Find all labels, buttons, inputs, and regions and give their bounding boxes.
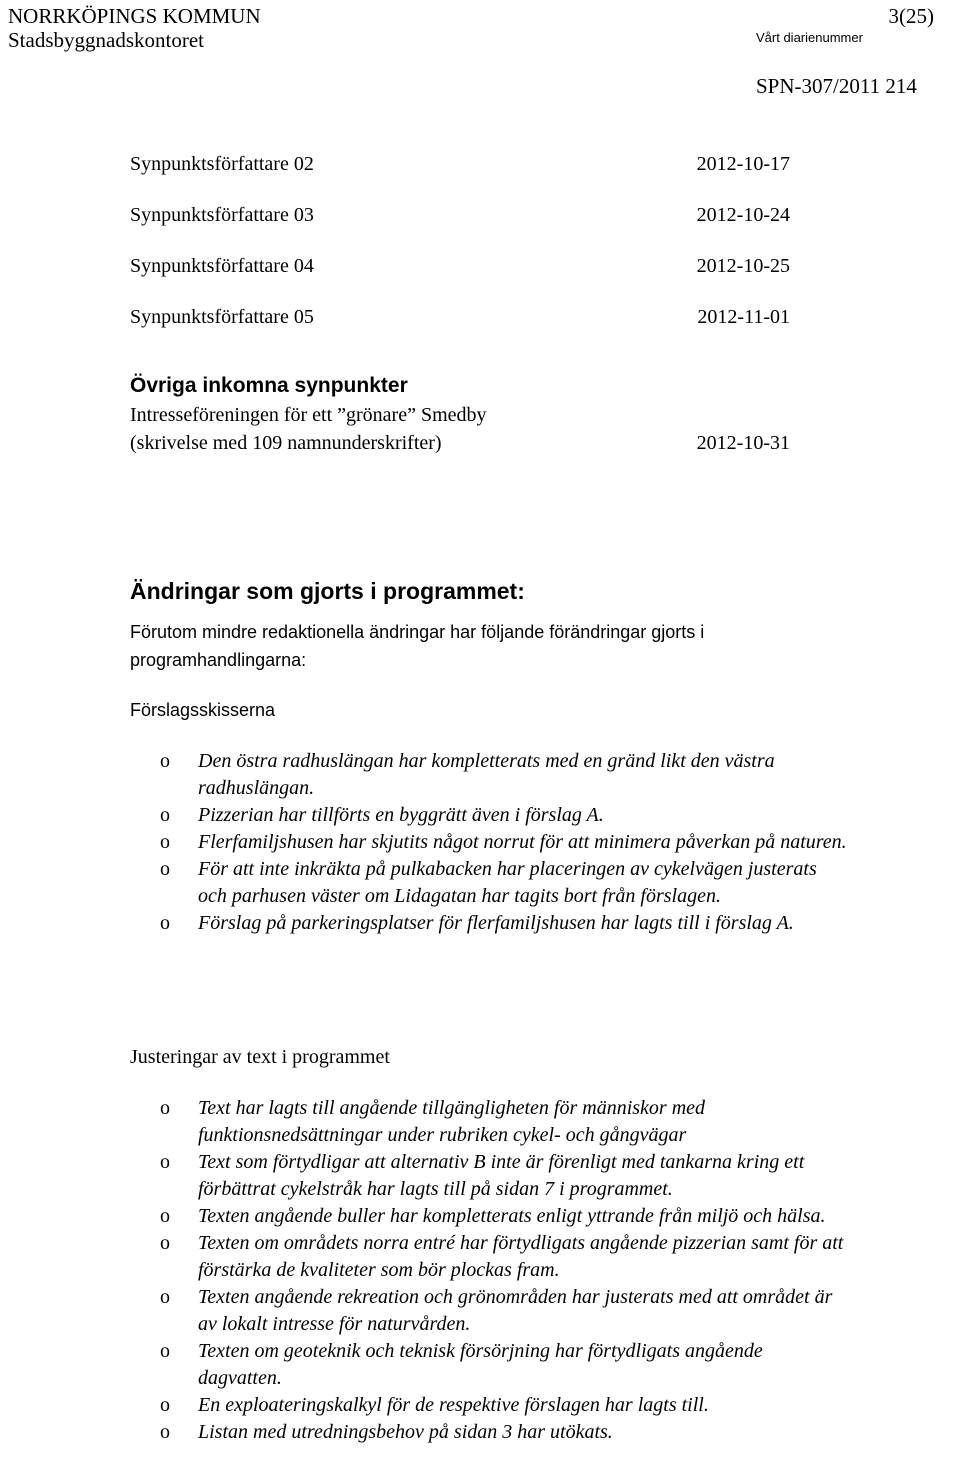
list-item-text: Pizzerian har tillförts en byggrätt även i förslag A. [198,804,604,826]
text-changes-list [0,1095,960,1446]
submission-author: Synpunktsförfattare 04 [130,255,314,277]
list-item-text: Listan med utredningsbehov på sidan 3 har utökats. [198,1421,613,1443]
list-item-text: En exploateringskalkyl för de respektive förslagen har lagts till. [198,1394,709,1416]
other-submission-date: 2012-10-31 [696,432,790,454]
bullet-icon: o [160,1286,170,1308]
bullet-icon: o [160,831,170,853]
changes-heading: Ändringar som gjorts i programmet: [130,578,525,604]
submission-date: 2012-11-01 [697,306,790,328]
submission-row [130,152,790,176]
list-item [0,856,960,910]
list-item [0,1392,960,1419]
list-item [0,1419,960,1446]
list-item [0,1149,960,1203]
submission-date: 2012-10-17 [696,153,790,175]
sketches-heading: Förslagsskisserna [130,700,276,720]
list-item-text: Förslag på parkeringsplatser för flerfamiljshusen har lagts till i förslag A. [198,912,794,934]
list-item-text: Text som förtydligar att alternativ B inte är förenligt med tankarna kring ett förbättrat cykelstråk har lagts till på sidan 7 i programmet. [198,1151,805,1200]
list-item-text: Text har lagts till angående tillgängligheten för människor med funktionsnedsättningar under rubriken cykel- och gångvägar [198,1097,706,1146]
diarienummer-label: Vårt diarienummer [756,30,863,45]
page-number: 3(25) [888,4,934,28]
list-item [0,1203,960,1230]
list-item-text: För att inte inkräkta på pulkabacken har placeringen av cykelvägen justerats och parhusen väster om Lidagatan har tagits bort från förslagen. [198,858,817,907]
list-item [0,748,960,802]
list-item-text: Texten om områdets norra entré har förtydligats angående pizzerian samt för att förstärka de kvaliteter som bör plockas fram. [198,1232,844,1281]
list-item [0,1230,960,1284]
list-item [0,910,960,937]
department-name: Stadsbyggnadskontoret [8,28,204,52]
diarienummer: SPN-307/2011 214 [756,74,917,98]
submission-author: Synpunktsförfattare 05 [130,306,314,328]
list-item [0,1284,960,1338]
other-submission-row [130,431,790,455]
other-submission-line: (skrivelse med 109 namnunderskrifter) [130,432,442,454]
bullet-icon: o [160,912,170,934]
submission-date: 2012-10-24 [696,204,790,226]
bullet-icon: o [160,1421,170,1443]
list-item-text: Texten angående buller har kompletterats enligt yttrande från miljö och hälsa. [198,1205,826,1227]
list-item-text: Texten angående rekreation och grönområden har justerats med att området är av lokalt intresse för naturvården. [198,1286,833,1335]
bullet-icon: o [160,1205,170,1227]
bullet-icon: o [160,858,170,880]
changes-intro: programhandlingarna: [130,650,307,670]
submission-row [130,254,790,278]
other-submission-line: Intresseföreningen för ett ”grönare” Smedby [130,404,487,426]
bullet-icon: o [160,1340,170,1362]
bullet-icon: o [160,1394,170,1416]
list-item [0,829,960,856]
submission-date: 2012-10-25 [696,255,790,277]
text-adjustments-heading: Justeringar av text i programmet [130,1046,390,1068]
submission-author: Synpunktsförfattare 02 [130,153,314,175]
sketch-changes-list [0,748,960,937]
bullet-icon: o [160,804,170,826]
bullet-icon: o [160,750,170,772]
bullet-icon: o [160,1097,170,1119]
list-item [0,1338,960,1392]
list-item [0,802,960,829]
other-submissions-heading: Övriga inkomna synpunkter [130,374,408,397]
list-item [0,1095,960,1149]
submission-row [130,305,790,329]
submission-author: Synpunktsförfattare 03 [130,204,314,226]
bullet-icon: o [160,1232,170,1254]
submission-row [130,203,790,227]
organization-name: NORRKÖPINGS KOMMUN [8,4,261,28]
list-item-text: Flerfamiljshusen har skjutits något norrut för att minimera påverkan på naturen. [198,831,847,853]
list-item-text: Texten om geoteknik och teknisk försörjning har förtydligats angående dagvatten. [198,1340,763,1389]
list-item-text: Den östra radhuslängan har kompletterats med en gränd likt den västra radhuslängan. [198,750,775,799]
bullet-icon: o [160,1151,170,1173]
changes-intro: Förutom mindre redaktionella ändringar har följande förändringar gjorts i [130,622,705,642]
